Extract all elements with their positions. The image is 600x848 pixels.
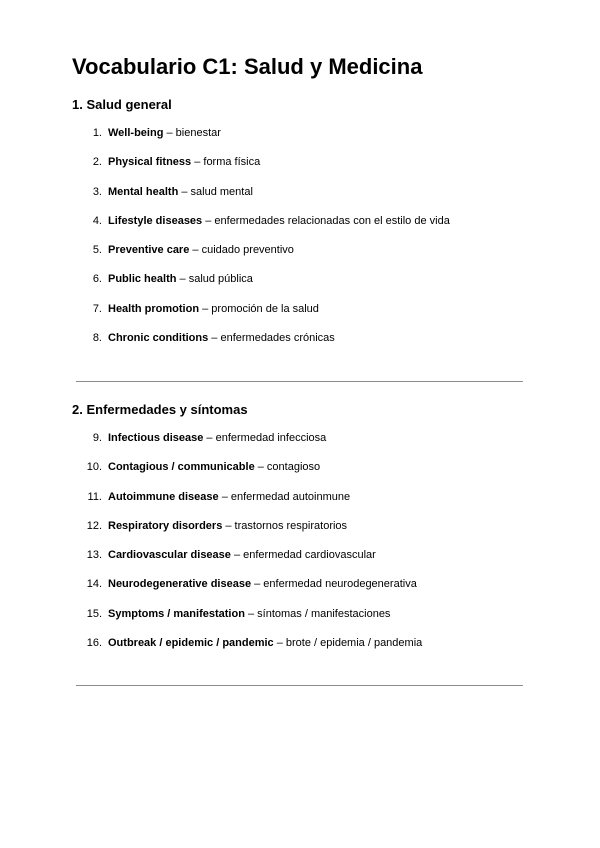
vocab-translation: – salud pública [176, 273, 253, 286]
list-item [72, 635, 542, 664]
item-text [108, 154, 260, 170]
vocab-term: Health promotion [108, 302, 200, 315]
vocab-term: Preventive care [108, 244, 190, 257]
item-text [108, 125, 221, 141]
vocab-translation: – bienestar [163, 127, 221, 139]
section-heading-enfermedades: 2. Enfermedades y síntomas [72, 402, 248, 417]
list-item [72, 125, 542, 154]
list-item [72, 489, 542, 518]
item-text [108, 430, 326, 446]
vocab-term: Respiratory disorders [108, 519, 223, 532]
item-text [108, 576, 417, 592]
item-number: 7. [92, 302, 102, 315]
item-number: 6. [92, 273, 102, 286]
vocab-translation: – enfermedad neurodegenerativa [251, 578, 417, 591]
page-title: Vocabulario C1: Salud y Medicina [72, 54, 423, 79]
item-text [108, 330, 335, 346]
item-text [108, 547, 376, 563]
list-item [72, 547, 542, 576]
item-number: 8. [92, 332, 102, 345]
item-text [108, 301, 319, 317]
vocab-term: Autoimmune disease [108, 490, 219, 503]
item-number: 9. [92, 432, 102, 444]
vocab-term: Public health [108, 273, 177, 286]
section-heading-salud-general: 1. Salud general [72, 97, 172, 112]
vocab-term: Physical fitness [108, 156, 192, 169]
vocab-term: Symptoms / manifestation [108, 607, 245, 620]
item-text [108, 489, 350, 505]
vocab-term: Mental health [108, 185, 179, 198]
vocab-translation: – brote / epidemia / pandemia [273, 637, 423, 650]
list-item [72, 459, 542, 488]
section-divider [76, 381, 523, 382]
item-number: 12. [86, 519, 102, 532]
item-number: 10. [86, 461, 102, 474]
item-number: 14. [86, 578, 102, 591]
vocab-term: Infectious disease [108, 432, 204, 444]
vocab-translation: – enfermedad infecciosa [203, 432, 327, 444]
item-number: 15. [86, 607, 102, 620]
list-item [72, 271, 542, 300]
vocab-list-salud-general [72, 125, 542, 359]
section-divider [76, 685, 523, 686]
item-text [108, 271, 253, 287]
vocab-translation: – forma física [191, 156, 261, 169]
vocab-translation: – salud mental [178, 185, 253, 198]
vocab-term: Well-being [108, 127, 164, 139]
vocab-translation: – contagioso [254, 461, 321, 474]
vocab-translation: – enfermedad autoinmune [218, 490, 351, 503]
item-number: 2. [92, 156, 102, 169]
vocab-term: Outbreak / epidemic / pandemic [108, 637, 274, 650]
vocab-translation: – promoción de la salud [199, 302, 319, 315]
list-item [72, 430, 542, 459]
vocab-translation: – enfermedades relacionadas con el estilo de vida [202, 214, 450, 227]
item-text [108, 213, 450, 229]
vocab-term: Cardiovascular disease [108, 549, 231, 562]
item-number: 3. [92, 185, 102, 198]
list-item [72, 154, 542, 183]
item-number: 5. [92, 244, 102, 257]
list-item [72, 213, 542, 242]
list-item [72, 576, 542, 605]
item-text [108, 242, 294, 258]
vocab-term: Contagious / communicable [108, 461, 255, 474]
vocab-translation: – enfermedades crónicas [208, 332, 335, 345]
item-text [108, 635, 422, 651]
vocab-translation: – síntomas / manifestaciones [244, 607, 391, 620]
list-item [72, 330, 542, 359]
item-number: 13. [86, 549, 102, 562]
list-item [72, 184, 542, 213]
vocab-term: Chronic conditions [108, 332, 209, 345]
list-item [72, 518, 542, 547]
list-item [72, 301, 542, 330]
vocab-translation: – enfermedad cardiovascular [230, 549, 376, 562]
item-text [108, 184, 253, 200]
list-item [72, 606, 542, 635]
item-number: 11. [87, 490, 102, 503]
item-number: 16. [86, 637, 102, 650]
vocab-translation: – trastornos respiratorios [222, 519, 348, 532]
vocab-translation: – cuidado preventivo [189, 244, 294, 257]
list-item [72, 242, 542, 271]
vocab-term: Neurodegenerative disease [108, 578, 252, 591]
item-text [108, 606, 390, 622]
vocab-term: Lifestyle diseases [108, 214, 203, 227]
item-text [108, 459, 320, 475]
item-number: 1. [92, 127, 102, 139]
vocab-list-enfermedades [72, 430, 542, 664]
item-number: 4. [92, 214, 102, 227]
item-text [108, 518, 347, 534]
